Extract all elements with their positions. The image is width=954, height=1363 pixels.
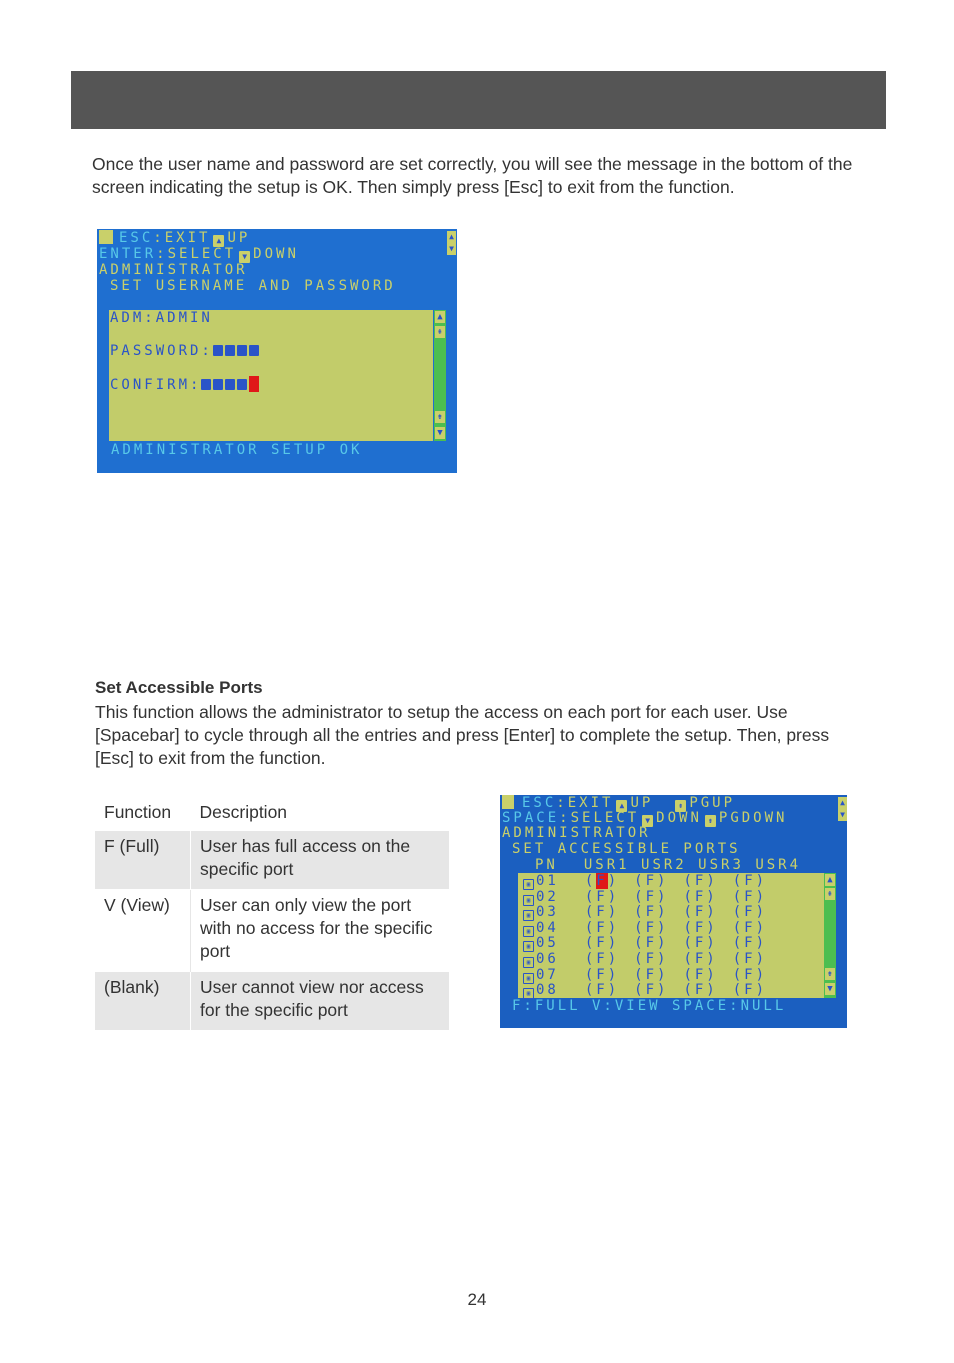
port-access-cell: (F) [732,935,768,952]
description-cell: User cannot view nor access for the specific port [191,972,450,1031]
table-row [523,967,767,984]
osd-edge-icon: ▲ ▼ [838,797,847,821]
osd-ports-scrollbar [824,873,836,998]
port-checkbox-icon: ▣ [523,895,534,906]
section-paragraph: This function allows the administrator to setup the access on each port for each user. Use [Spacebar] to cycle through all the entries and press [Enter] to complete the setup. Then, press [Esc] to exit from the function. [95,702,830,768]
port-access-cell: (F) [732,966,768,983]
osd-ports-subtitle: SET ACCESSIBLE PORTS [512,841,741,857]
port-access-cell: (F) [683,935,718,952]
section-heading: Set Accessible Ports [95,678,263,697]
port-number: 01 [536,873,559,889]
osd-esc-key: ESC [119,230,154,246]
port-access-cell: (F) [732,873,768,889]
port-access-cell: (F) [584,951,620,967]
password-mask-icon [225,379,235,390]
port-number: 03 [536,904,559,921]
port-checkbox-icon: ▣ [523,910,534,921]
function-table [95,797,449,1030]
password-mask-icon [213,379,223,390]
port-access-cell: (F) [683,966,718,983]
osd-pn-header: PN [535,857,558,873]
port-access-cell: (F) [634,966,669,983]
password-mask-icon [249,345,259,356]
section-header-bar [71,71,886,129]
port-access-cell: (F) [732,951,768,967]
osd-usr-header: USR2 [641,857,687,873]
osd-down-label: DOWN [656,810,702,826]
scroll-down-icon: ▼ [435,427,445,439]
osd-confirm-line [110,376,259,393]
osd-usr-header: USR4 [755,857,802,873]
osd-ports-legend: F:FULL V:VIEW SPACE:NULL [512,998,787,1014]
osd-up-label: UP [630,795,654,811]
text-cursor-icon [249,376,259,392]
down-arrow-key-icon: ▼ [239,251,250,263]
function-cell: (Blank) [95,972,191,1031]
port-access-cell: (F) [683,888,718,905]
osd-select-action: :SELECT [156,246,237,262]
password-mask-icon [225,345,235,356]
osd-password-label: PASSWORD: [110,343,213,359]
description-column-header: Description [199,802,288,822]
page-up-icon: ⇞ [435,326,445,338]
port-number: 07 [536,966,559,983]
port-number: 05 [536,935,559,952]
port-checkbox-icon: ▣ [523,957,534,968]
scroll-up-icon: ▲ [825,874,835,886]
port-access-cell: (F) [732,919,768,936]
port-access-cell: (F) [732,982,768,999]
port-access-cell: (F) [634,982,669,999]
down-arrow-key-icon: ▼ [642,815,653,827]
port-checkbox-icon: ▣ [523,926,534,937]
page-number: 24 [467,1290,487,1309]
port-access-cell: (F) [683,951,718,967]
up-arrow-key-icon: ▲ [213,235,224,247]
port-access-cell: (F) [584,935,620,952]
port-access-cell: (F) [634,935,669,952]
table-row [95,972,449,1031]
port-number: 06 [536,951,559,967]
port-access-cell: (F) [584,873,620,889]
osd-pgup-label: PGUP [689,795,736,811]
port-access-cell: (F) [634,919,669,936]
osd-admin-scrollbar [434,310,446,441]
description-cell: User has full access on the specific port [191,831,450,890]
description-cell: User can only view the port with no access for the specific port [191,890,450,972]
osd-usr-header: USR1 [583,857,630,873]
function-table-header [95,797,449,831]
password-mask-icon [201,379,211,390]
osd-ports-screenshot [500,795,847,1028]
port-access-cell: (F) [584,982,620,999]
osd-edge-icon: ▲ ▼ [447,231,456,255]
osd-select-action: :SELECT [559,810,640,826]
port-checkbox-icon: ▣ [523,941,534,952]
osd-confirm-label: CONFIRM: [110,377,202,393]
port-access-cell: (F) [634,904,669,921]
port-access-cell: (F) [584,888,620,905]
function-column-header: Function [104,802,172,822]
port-access-cell: (F) [584,966,620,983]
table-row [523,935,767,952]
osd-usr-header: USR3 [698,857,744,873]
port-access-cell: (F) [683,904,718,921]
password-mask-icon [237,379,247,390]
osd-admin-screenshot [97,229,457,473]
pgdown-key-icon: ⇟ [705,815,716,827]
port-access-cell: (F) [732,904,768,921]
port-access-cell: (F) [634,888,669,905]
osd-admin-subtitle: SET USERNAME AND PASSWORD [110,278,396,294]
osd-admin-status: ADMINISTRATOR SETUP OK [111,442,363,458]
table-row [523,873,767,890]
function-cell: V (View) [95,890,191,972]
port-checkbox-icon: ▣ [523,879,534,890]
osd-exit-action: :EXIT [556,795,614,811]
table-row [95,890,449,972]
port-access-cell: (F) [683,873,718,889]
scroll-up-icon: ▲ [435,311,445,323]
osd-admin-panel [109,310,433,441]
port-number: 04 [536,919,559,936]
pgup-key-icon: ⇞ [675,800,686,812]
osd-enter-key: ENTER [99,246,157,262]
osd-down-label: DOWN [253,246,299,262]
page-up-icon: ⇞ [825,888,835,900]
osd-password-line [110,343,261,359]
page-down-icon: ⇟ [435,411,445,423]
table-row [523,982,767,999]
port-checkbox-icon: ▣ [523,988,534,999]
page-down-icon: ⇟ [825,968,835,980]
port-access-cell: (F) [584,904,620,921]
port-number: 02 [536,888,559,905]
table-row [95,831,449,890]
intro-paragraph: Once the user name and password are set correctly, you will see the message in the bottom of the screen indicating the setup is OK. Then simply press [Esc] to exit from the function. [92,154,853,197]
table-row [523,889,767,906]
osd-esc-key: ESC [522,795,557,811]
port-checkbox-icon: ▣ [523,973,534,984]
password-mask-icon [213,345,223,356]
osd-up-label: UP [227,230,251,246]
osd-adm-line: ADM:ADMIN [110,310,213,326]
osd-admin-hint-line-2 [99,246,299,263]
osd-ports-panel [518,873,834,998]
osd-exit-action: :EXIT [153,230,211,246]
osd-pgdown-label: PGDOWN [718,810,788,826]
port-access-cell: (F) [634,951,669,967]
selection-cursor-icon: F [596,873,608,889]
port-number: 08 [536,982,559,999]
port-access-cell: (F) [732,888,768,905]
password-mask-icon [237,345,247,356]
table-row [523,920,767,937]
up-arrow-key-icon: ▲ [616,800,627,812]
table-row [523,951,767,968]
osd-key-highlight [99,230,113,244]
port-access-cell: (F) [683,919,718,936]
port-access-cell: (F) [683,982,718,999]
osd-admin-hint-line-1 [99,230,250,247]
osd-admin-menu-title: ADMINISTRATOR [99,262,248,278]
osd-ports-menu-title: ADMINISTRATOR [502,825,651,841]
table-row [523,904,767,921]
scroll-down-icon: ▼ [825,983,835,995]
osd-ports-column-headers [535,857,801,873]
port-access-cell: (F) [634,873,669,889]
osd-key-highlight [502,795,514,809]
function-cell: F (Full) [95,831,191,890]
port-access-cell: (F) [584,919,620,936]
osd-space-key: SPACE [502,810,560,826]
